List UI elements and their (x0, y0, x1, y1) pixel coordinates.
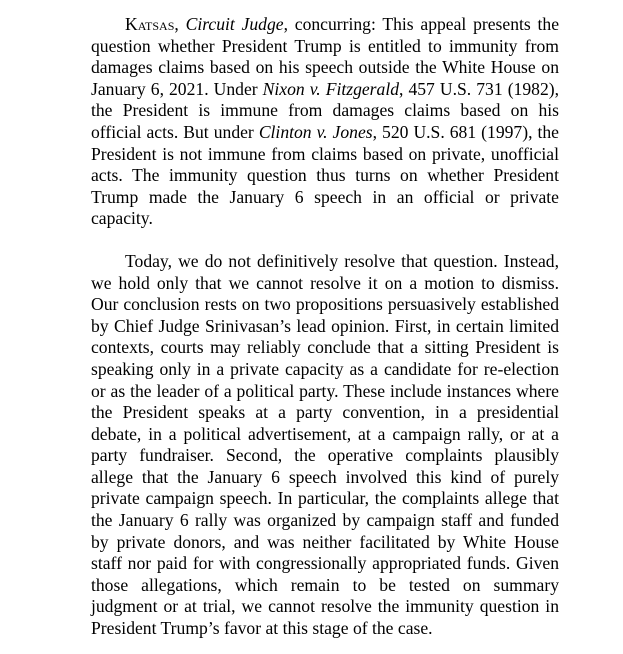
paragraph-1: Katsas, Circuit Judge, concurring: This appeal presents the question whether President Trump is entitled to immunity from damages claims based on his speech outside the White House on January 6, 2021. Under Nixon v. Fitzgerald, 457 U.S. 731 (1982), the President is immune from damages claims based on his official acts. But under Clinton v. Jones, 520 U.S. 681 (1997), the President is not immune from claims based on private, unofficial acts. The immunity question thus turns on whether President Trump made the January 6 speech in an official or private capacity. (91, 14, 560, 229)
paragraph-2-body (91, 251, 559, 638)
paragraph-text: Today, we do not definitively resolve that question. Instead, we hold only that we cannot resolve it on a motion to dismiss. Our conclusion rests on two propositions persuasively established by Chief Judge Srinivasan’s lead opinion. First, in certain limited contexts, courts may reliably conclude that a sitting President is speaking only in a private capacity as a candidate for re-election or as the leader of a political party. These include instances where the President speaks at a party convention, in a presidential debate, in a political advertisement, at a campaign rally, or at a party fundraiser. Second, the operative complaints plausibly allege that the January 6 speech involved this kind of purely private campaign speech. In particular, the complaints allege that the January 6 rally was organized by campaign staff and funded by private donors, and was neither facilitated by White House staff nor paid for with congressionally appropriated funds. Given those allegations, which remain to be tested on summary judgment or at trial, we cannot resolve the immunity question in President Trump’s favor at this stage of the case. (91, 250, 559, 639)
paragraph-text: , 457 U.S. 731 (1982), the President is immune from damages claims based on his official acts. But under (91, 78, 559, 142)
author-role-suffix: , concurring: (283, 14, 376, 34)
paragraph-2 (91, 251, 559, 640)
case-citation-name: Clinton v. Jones (258, 121, 373, 142)
paragraph-1-body (91, 14, 559, 228)
opinion-page (91, 14, 559, 640)
case-citation-name: Nixon v. Fitzgerald (262, 78, 400, 99)
paragraph-text: , 520 U.S. 681 (1997), the President is not immune from claims based on private, unofficial acts. The immunity question thus turns on whether President Trump made the January 6 speech in an official or private capacity. (91, 121, 559, 229)
paragraph-text: This appeal presents the question whether President Trump is entitled to immunity from damages claims based on his speech outside the White House on January 6, 2021. Under (91, 14, 560, 99)
author-role: Circuit Judge (185, 14, 284, 34)
author-name: Katsas (125, 14, 175, 34)
